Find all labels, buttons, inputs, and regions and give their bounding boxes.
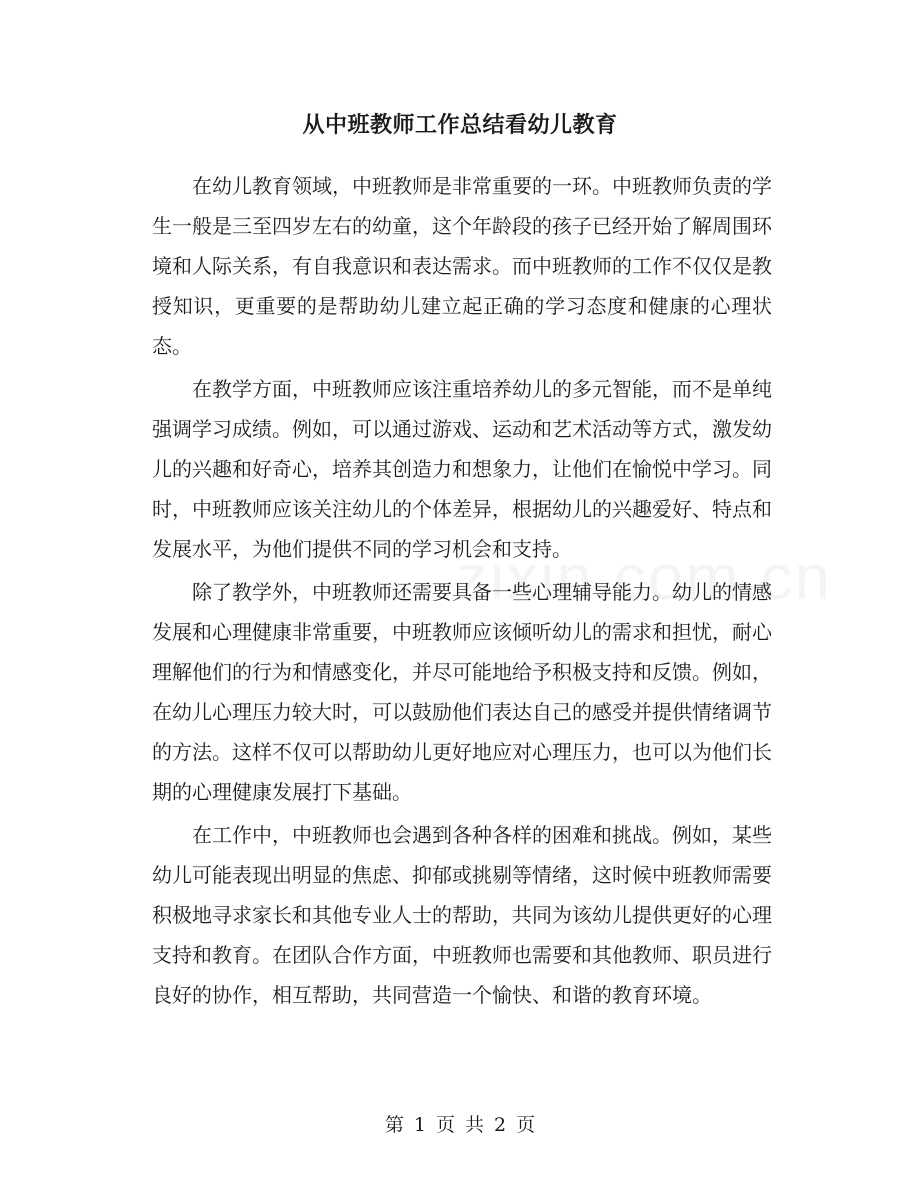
page-footer: 第 1 页 共 2 页 — [384, 1114, 536, 1136]
page-title: 从中班教师工作总结看幼儿教育 — [302, 112, 618, 138]
paragraph-4: 在工作中，中班教师也会遇到各种各样的困难和挑战。例如，某些幼儿可能表现出明显的焦虑、抑郁或挑剔等情绪，这时候中班教师需要积极地寻求家长和其他专业人士的帮助，共同为该幼儿提供更好的心理支持和教育。在团队合作方面，中班教师也需要和其他教师、职员进行良好的协作，相互帮助，共同营造一个愉快、和谐的教育环境。 — [152, 823, 772, 1007]
paragraph-2: 在教学方面，中班教师应该注重培养幼儿的多元智能，而不是单纯强调学习成绩。例如，可以通过游戏、运动和艺术活动等方式，激发幼儿的兴趣和好奇心，培养其创造力和想象力，让他们在愉悦中学习。同时，中班教师应该关注幼儿的个体差异，根据幼儿的兴趣爱好、特点和发展水平，为他们提供不同的学习机会和支持。 — [152, 377, 772, 561]
paragraph-1: 在幼儿教育领域，中班教师是非常重要的一环。中班教师负责的学生一般是三至四岁左右的幼童，这个年龄段的孩子已经开始了解周围环境和人际关系，有自我意识和表达需求。而中班教师的工作不仅仅是教授知识，更重要的是帮助幼儿建立起正确的学习态度和健康的心理状态。 — [152, 174, 772, 358]
document-body — [152, 166, 772, 1015]
paragraph-3: 除了教学外，中班教师还需要具备一些心理辅导能力。幼儿的情感发展和心理健康非常重要，中班教师应该倾听幼儿的需求和担忧，耐心理解他们的行为和情感变化，并尽可能地给予积极支持和反馈。例如，在幼儿心理压力较大时，可以鼓励他们表达自己的感受并提供情绪调节的方法。这样不仅可以帮助幼儿更好地应对心理压力，也可以为他们长期的心理健康发展打下基础。 — [152, 580, 772, 804]
